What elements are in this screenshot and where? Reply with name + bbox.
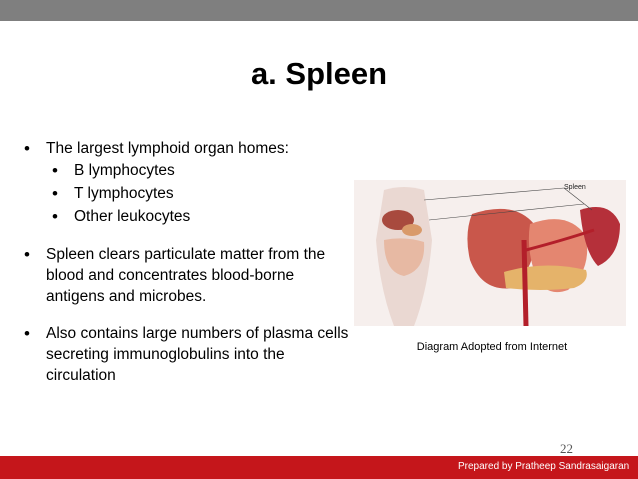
bullet-2: • Spleen clears particulate matter from the blood and concentrates blood-borne antigens and microbes. (24, 244, 354, 307)
spleen-anatomy-diagram (354, 180, 626, 326)
sub-bullet-t-lymphocytes: • T lymphocytes (52, 182, 354, 205)
figure-caption: Diagram Adopted from Internet (416, 341, 568, 353)
bullet-1: • The largest lymphoid organ homes: (24, 138, 354, 159)
anatomy-illustration (354, 180, 626, 326)
page-number: 22 (560, 441, 573, 456)
footer-credit: Prepared by Pratheep Sandrasaigaran (458, 461, 630, 472)
bullet-3: • Also contains large numbers of plasma cells secreting immunoglobulins into the circulation (24, 323, 354, 386)
slide-title: a. Spleen (250, 56, 388, 91)
top-bar (0, 0, 638, 21)
spleen-label: Spleen (564, 184, 586, 191)
sub-bullet-b-lymphocytes: • B lymphocytes (52, 159, 354, 182)
sub-bullet-other-leukocytes: • Other leukocytes (52, 205, 354, 228)
bullet-list (24, 138, 354, 386)
